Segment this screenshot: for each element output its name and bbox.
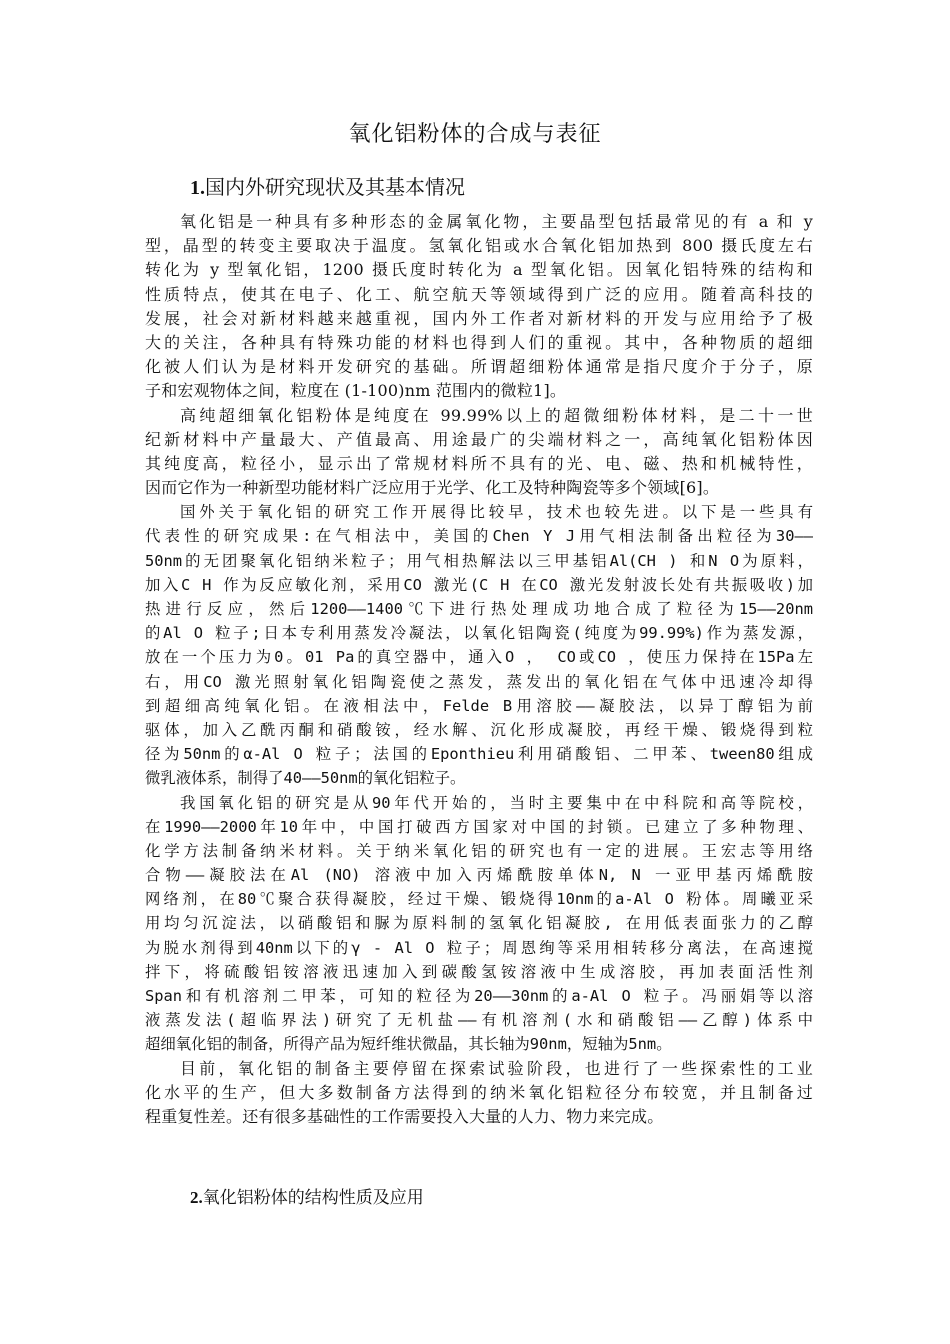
text-line: 子和宏观物体之间，粒度在 (1-100)nm 范围内的微粒1]。 (145, 381, 567, 401)
text-line: 大的关注，各种具有特殊功能的材料也得到人们的重视。其中，各种物质的超细 (145, 332, 813, 352)
paragraph (145, 500, 813, 790)
text-line: 50nm的无团聚氧化铝纳米粒子；用气相热解法以三甲基铝Al(CH ) 和N O为原料， (145, 551, 813, 570)
text-line: 程重复性差。还有很多基础性的工作需要投入大量的人力、物力来完成。 (145, 1106, 664, 1126)
text-line: 用均匀沉淀法，以硝酸铝和脲为原料制的氢氧化铝凝胶, 在用低表面张力的乙醇 (145, 914, 813, 933)
text-line: Span和有机溶剂二甲苯，可知的粒径为20——30nm的a-Al O 粒子。冯丽娟等以溶 (145, 987, 813, 1005)
text-line: 化水平的生产，但大多数制备方法得到的纳米氧化铝粒径分布较宽，并且制备过 (145, 1082, 813, 1102)
text-line: 代表性的研究成果:在气相法中，美国的Chen Y J用气相法制备出粒径为30—— (145, 527, 813, 546)
text-line: 型，晶型的转变主要取决于温度。氢氧化铝或水合氧化铝加热到 800 摄氏度左右 (145, 236, 813, 256)
paragraph (145, 210, 813, 404)
paragraph (145, 404, 813, 501)
text-line: 右，用CO 激光照射氧化铝陶瓷使之蒸发，蒸发出的氧化铝在气体中迅速冷却得 (145, 672, 813, 691)
document-body (145, 210, 813, 1129)
text-line: 高纯超细氧化铝粉体是纯度在 99.99%以上的超微细粉体材料，是二十一世 (180, 405, 813, 425)
text-line: 合物——凝胶法在Al (NO) 溶液中加入丙烯酰胺单体N, N 一亚甲基丙烯酰胺 (145, 866, 813, 885)
text-line: 氧化铝是一种具有多种形态的金属氧化物，主要晶型包括最常见的有 a 和 y (180, 212, 813, 231)
text-line: 超细氧化铝的制备，所得产品为短纤维状微晶，其长轴为90nm，短轴为5nm。 (145, 1035, 672, 1054)
text-line: 国外关于氧化铝的研究工作开展得比较早，技术也较先进。以下是一些具有 (180, 503, 813, 522)
document-title: 氧化铝粉体的合成与表征 (348, 122, 602, 147)
text-line: 放在一个压力为0。01 Pa的真空器中，通入O ， CO或CO ，使压力保持在15Pa左 (145, 648, 813, 667)
text-line: 在1990——2000年10年中，中国打破西方国家对中国的封锁。已建立了多种物理、 (145, 817, 813, 836)
section-title: 国内外研究现状及其基本情况 (205, 175, 465, 199)
text-line: 发展，社会对新材料越来越重视，国内外工作者对新材料的开发与应用给予了极 (145, 308, 813, 328)
text-line: 网络剂，在80℃聚合获得凝胶，经过干燥、锻烧得10nm的a-Al O 粉体。周曦亚采 (145, 890, 813, 909)
paragraph (145, 1057, 813, 1130)
text-line: 驱体，加入乙酰丙酮和硝酸铵，经水解、沉化形成凝胶，再经干燥、锻烧得到粒 (145, 720, 813, 739)
text-line: 其纯度高，粒径小，显示出了常规材料所不具有的光、电、磁、热和机械特性， (145, 453, 813, 473)
text-line: 纪新材料中产量最大、产值最高、用途最广的尖端材料之一，高纯氧化铝粉体因 (145, 429, 813, 449)
text-line: 微乳液体系，制得了40——50nm的氧化铝粒子。 (145, 769, 466, 788)
text-line: 因而它作为一种新型功能材料广泛应用于光学、化工及特种陶瓷等多个领域[6]。 (145, 478, 720, 498)
text-line: 径为50nm的α-Al O 粒子；法国的Eponthieu利用硝酸铝、二甲苯、tween80组成 (145, 745, 813, 764)
text-line: 目前，氧化铝的制备主要停留在探索试验阶段，也进行了一些探索性的工业 (180, 1058, 813, 1078)
text-line: 化被人们认为是材料开发研究的基础。所谓超细粉体通常是指尺度介于分子，原 (145, 357, 813, 377)
text-line: 为脱水剂得到40nm以下的γ - Al O 粒子；周恩绚等采用相转移分离法，在高速搅 (145, 938, 813, 957)
section-number: 2. (190, 1188, 203, 1207)
section-heading-2 (190, 1184, 424, 1212)
text-line: 到超细高纯氧化铝。在液相法中，Felde B用溶胶——凝胶法，以异丁醇铝为前 (145, 696, 813, 715)
section-number: 1. (190, 177, 205, 199)
text-line: 转化为 y 型氧化铝，1200 摄氏度时转化为 a 型氧化铝。因氧化铝特殊的结构和 (145, 260, 813, 280)
text-line: 拌下，将硫酸铝铵溶液迅速加入到碳酸氢铵溶液中生成溶胶，再加表面活性剂 (145, 962, 813, 981)
text-line: 性质特点，使其在电子、化工、航空航天等领域得到广泛的应用。随着高科技的 (145, 284, 813, 304)
section-title: 氧化铝粉体的结构性质及应用 (202, 1188, 424, 1208)
text-line: 的Al O 粒子;日本专利用蒸发冷凝法，以氧化铝陶瓷(纯度为99.99%)作为蒸发源， (145, 624, 813, 643)
section-heading-1 (190, 172, 465, 203)
text-line: 热进行反应，然后1200——1400℃下进行热处理成功地合成了粒径为15——20nm (145, 600, 813, 618)
text-line: 我国氧化铝的研究是从90年代开始的，当时主要集中在中科院和高等院校， (180, 793, 813, 812)
text-line: 液蒸发法(超临界法)研究了无机盐——有机溶剂(水和硝酸铝——乙醇)体系中 (145, 1011, 813, 1030)
text-line: 化学方法制备纳米材料。关于纳米氧化铝的研究也有一定的进展。王宏志等用络 (145, 841, 813, 860)
paragraph (145, 791, 813, 1057)
text-line: 加入C H 作为反应敏化剂，采用CO 激光(C H 在CO 激光发射波长处有共振吸收)加 (145, 575, 813, 594)
